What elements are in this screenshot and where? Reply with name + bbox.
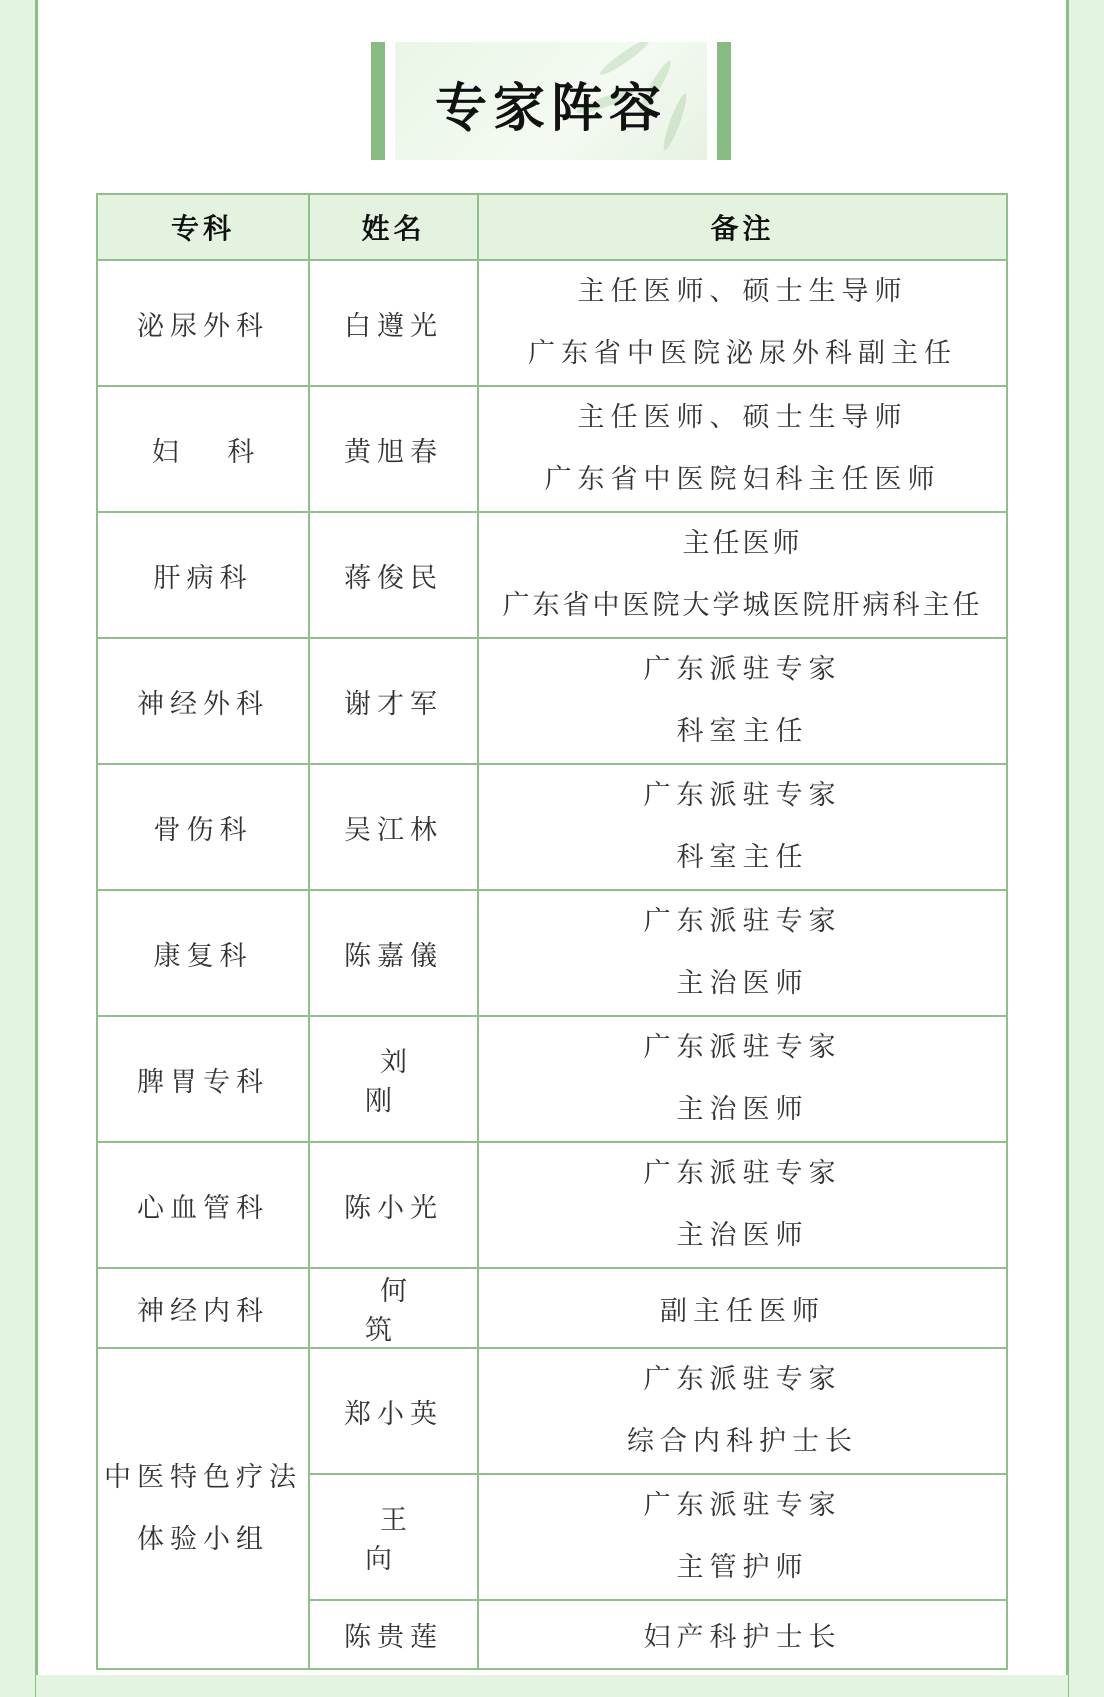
name-cell <box>309 1268 478 1348</box>
group-dept-cell <box>97 1348 309 1669</box>
notes-cell <box>478 1142 1007 1268</box>
name-cell <box>309 1474 478 1600</box>
title-banner <box>371 42 731 160</box>
dept-text: 妇 科 <box>151 436 275 468</box>
dept-cell: 康复科 <box>97 890 309 1016</box>
dept-cell: 神经内科 <box>97 1268 309 1348</box>
note-line: 主任医师、硕士生导师 <box>577 276 908 307</box>
note-line: 广东省中医院大学城医院肝病科主任 <box>502 590 983 621</box>
name-cell: 谢才军 <box>309 638 478 764</box>
title-bar-left <box>371 42 385 160</box>
note-line: 主任医师、硕士生导师 <box>577 402 908 433</box>
notes-cell: 妇产科护士长 <box>478 1600 1007 1669</box>
name-cell: 陈嘉儀 <box>309 890 478 1016</box>
notes-cell <box>478 512 1007 638</box>
expert-table <box>96 193 1008 1670</box>
left-decorative-border <box>0 0 36 1697</box>
note-line: 主治医师 <box>676 1220 809 1251</box>
note-line: 广东派驻专家 <box>643 1490 842 1521</box>
group-dept-line: 中医特色疗法 <box>104 1461 302 1493</box>
notes-cell: 副主任医师 <box>478 1268 1007 1348</box>
name-cell: 黄旭春 <box>309 386 478 512</box>
name-cell: 白遵光 <box>309 260 478 386</box>
note-line: 科室主任 <box>676 842 809 873</box>
table-row <box>97 638 1007 764</box>
table-row <box>97 1268 1007 1348</box>
table-header-row <box>97 194 1007 260</box>
header-dept: 专科 <box>97 194 309 260</box>
name-cell: 吴江林 <box>309 764 478 890</box>
notes-cell <box>478 1348 1007 1474</box>
name-text: 何 筑 <box>365 1276 437 1346</box>
notes-cell <box>478 764 1007 890</box>
notes-cell <box>478 638 1007 764</box>
notes-cell <box>478 386 1007 512</box>
note-line: 广东省中医院泌尿外科副主任 <box>528 338 957 369</box>
bottom-decorative-strip <box>36 1675 1068 1697</box>
title-bar-right <box>717 42 731 160</box>
note-line: 科室主任 <box>676 716 809 747</box>
note-line: 主治医师 <box>676 968 809 999</box>
table-row <box>97 260 1007 386</box>
notes-cell <box>478 890 1007 1016</box>
table-row <box>97 890 1007 1016</box>
name-cell: 郑小英 <box>309 1348 478 1474</box>
dept-cell: 心血管科 <box>97 1142 309 1268</box>
name-cell <box>309 1016 478 1142</box>
dept-cell: 肝病科 <box>97 512 309 638</box>
note-line: 广东派驻专家 <box>643 1158 842 1189</box>
note-line: 主管护师 <box>676 1552 809 1583</box>
table-row <box>97 512 1007 638</box>
header-notes: 备注 <box>478 194 1007 260</box>
dept-cell: 泌尿外科 <box>97 260 309 386</box>
name-text: 刘 刚 <box>365 1047 437 1117</box>
header-name: 姓名 <box>309 194 478 260</box>
notes-cell <box>478 1474 1007 1600</box>
note-line: 广东派驻专家 <box>643 654 842 685</box>
name-text: 王 向 <box>365 1505 437 1575</box>
note-line: 广东派驻专家 <box>643 906 842 937</box>
right-decorative-border <box>1068 0 1104 1697</box>
notes-cell <box>478 260 1007 386</box>
name-cell: 陈贵莲 <box>309 1600 478 1669</box>
group-dept-line: 体验小组 <box>137 1523 269 1555</box>
table-row <box>97 386 1007 512</box>
note-line: 主任医师 <box>682 528 803 559</box>
table-row <box>97 1016 1007 1142</box>
table-row <box>97 764 1007 890</box>
page-title: 专家阵容 <box>434 79 667 139</box>
dept-cell <box>97 386 309 512</box>
note-line: 广东派驻专家 <box>643 1364 842 1395</box>
name-cell: 陈小光 <box>309 1142 478 1268</box>
note-line: 主治医师 <box>676 1094 809 1125</box>
notes-cell <box>478 1016 1007 1142</box>
dept-cell: 骨伤科 <box>97 764 309 890</box>
name-cell: 蒋俊民 <box>309 512 478 638</box>
note-line: 广东省中医院妇科主任医师 <box>544 464 941 495</box>
note-line: 广东派驻专家 <box>643 780 842 811</box>
dept-cell: 神经外科 <box>97 638 309 764</box>
title-box <box>395 42 707 160</box>
dept-cell: 脾胃专科 <box>97 1016 309 1142</box>
table-row <box>97 1348 1007 1474</box>
note-line: 综合内科护士长 <box>627 1426 858 1457</box>
table-row <box>97 1142 1007 1268</box>
note-line: 广东派驻专家 <box>643 1032 842 1063</box>
